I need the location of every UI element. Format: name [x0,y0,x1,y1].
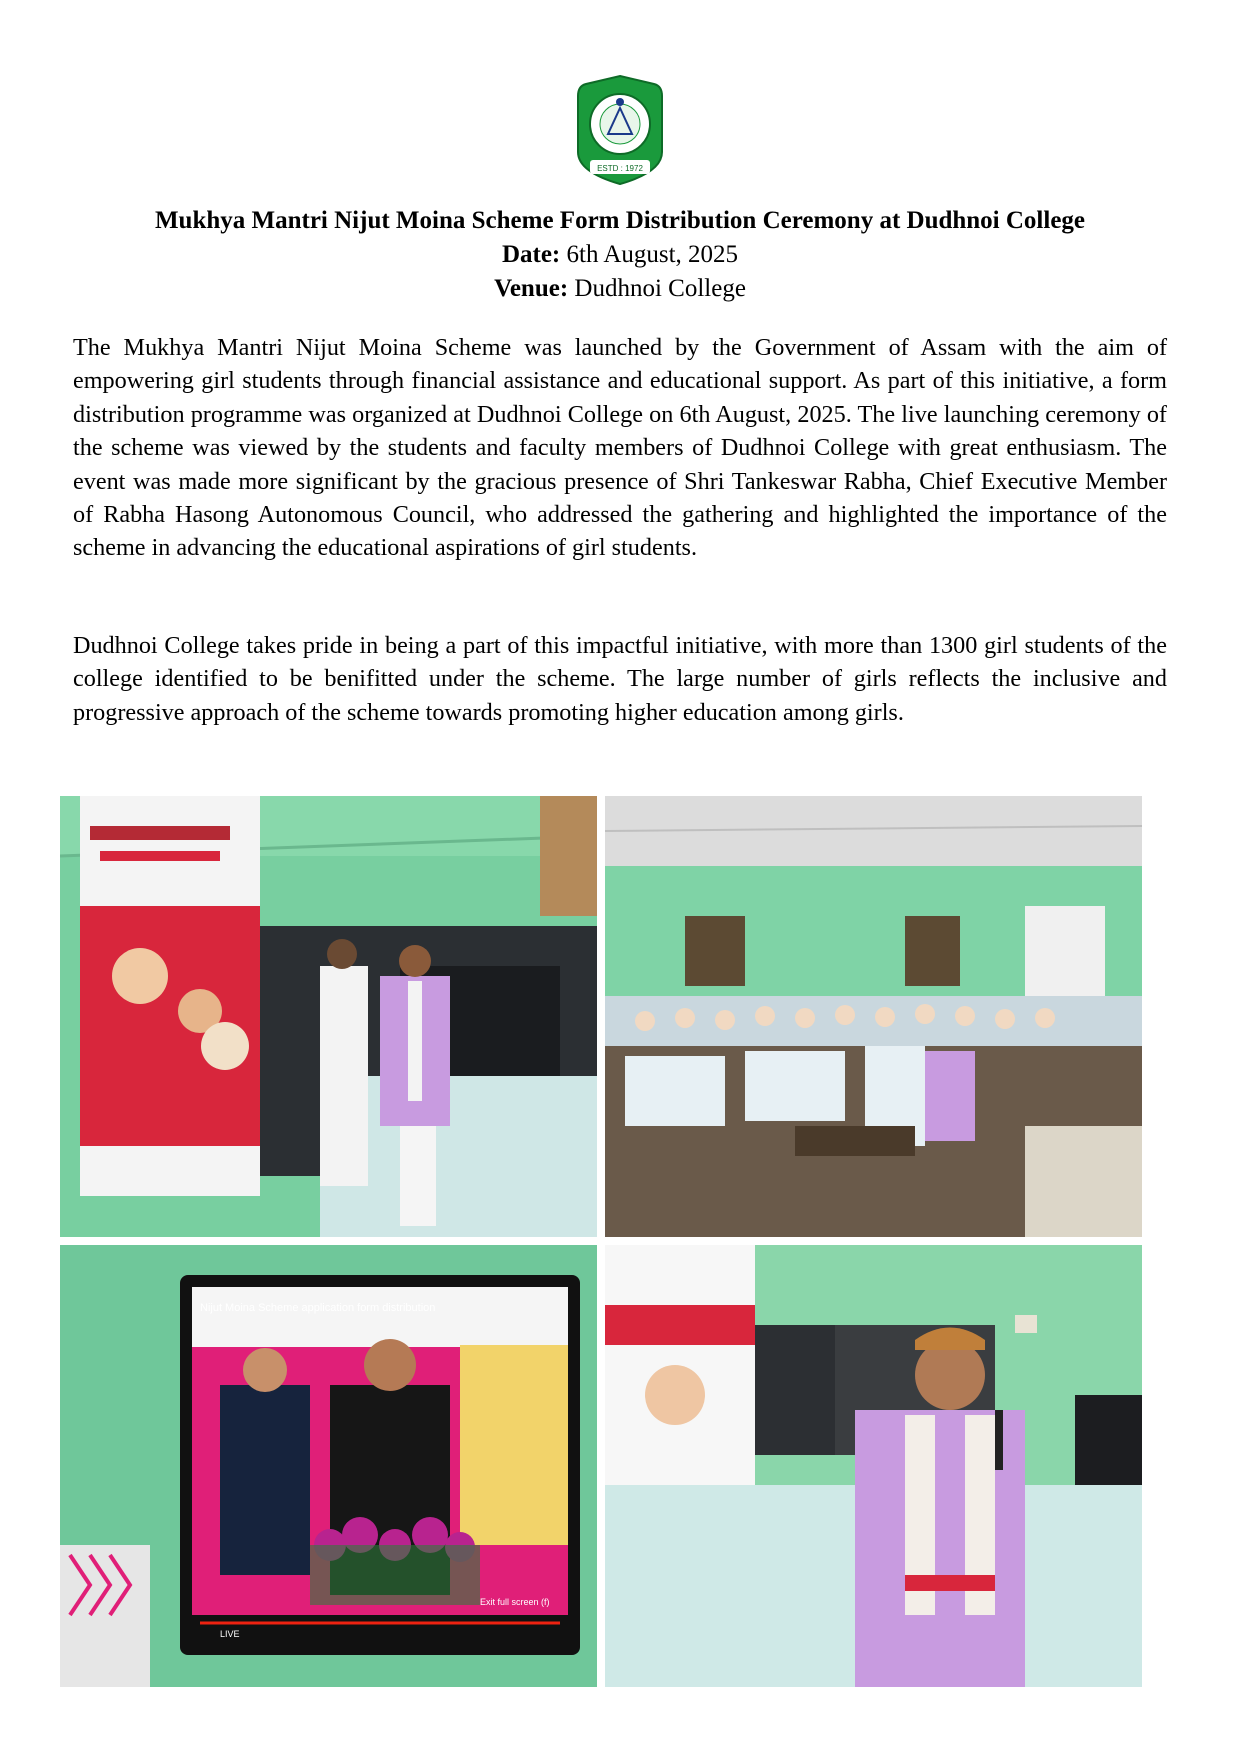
page-title: Mukhya Mantri Nijut Moina Scheme Form Distribution Ceremony at Dudhnoi College [154,207,1086,234]
date-value: 6th August, 2025 [560,241,739,268]
page-header [60,204,1180,306]
date-label: Date: [501,241,561,268]
photo-speaker [605,1245,1142,1687]
paragraph-pride: Dudhnoi College takes pride in being a part of this impactful initiative, with more than 1300 girl students of the college identified to be benifitted under the scheme. The large number of girls reflects the inclusive and progressive approach of the scheme towards promoting higher education among girls. [73,632,1167,726]
venue-label: Venue: [494,275,569,302]
photo-audience [605,796,1142,1237]
stream-caption: Nijut Moina Scheme application form distribution [200,1302,436,1314]
paragraph-intro: The Mukhya Mantri Nijut Moina Scheme was launched by the Government of Assam with the aim of empowering girl students through financial assistance and educational support. As part of this initiative, a form distribution programme was organized at Dudhnoi College on 6th August, 2025. The live launching ceremony of the scheme was viewed by the students and faculty members of Dudhnoi College with great enthusiasm. The event was made more significant by the gracious presence of Shri Tankeswar Rabha, Chief Executive Member of Rabha Hasong Autonomous Council, who addressed the gathering and highlighted the importance of the scheme in advancing the educational aspirations of girl students. [73,334,1167,562]
venue-value: Dudhnoi College [568,275,746,302]
venue-line [60,272,1180,306]
stream-live-label: LIVE [220,1629,240,1639]
stream-exit-label: Exit full screen (f) [480,1597,550,1607]
college-crest-icon [576,74,664,186]
date-line [60,238,1180,272]
photo-form-handover [60,796,597,1237]
logo-estd-text: ESTD : 1972 [597,164,643,173]
photo-live-stream [60,1245,597,1687]
